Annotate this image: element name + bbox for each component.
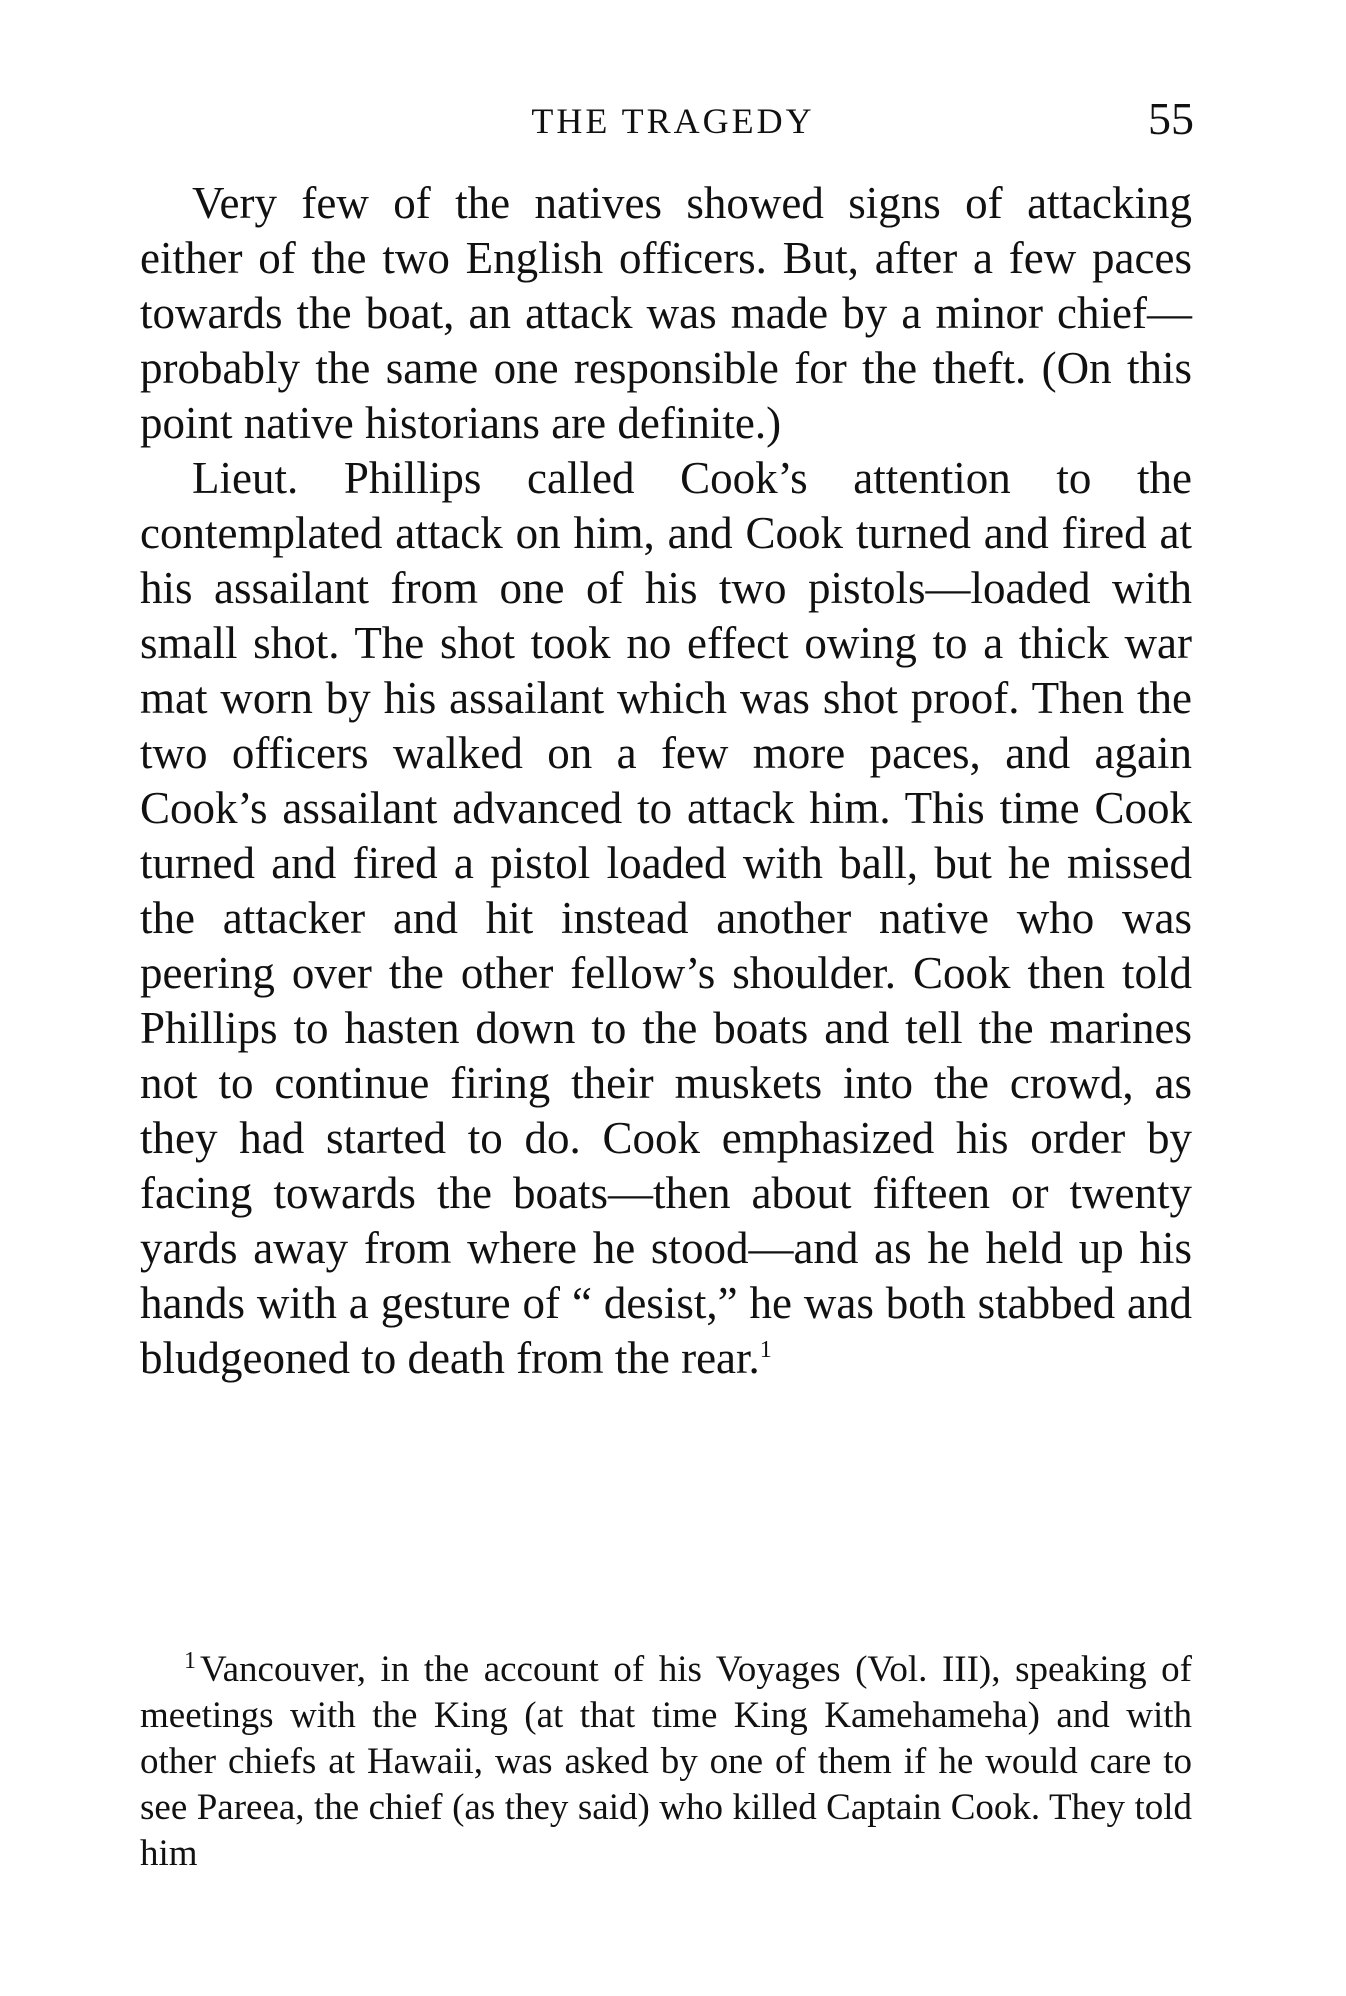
footnote	[140, 1647, 1192, 1877]
paragraph-1-text: Very few of the natives showed signs of attacking either of the two English officers. But, after a few paces towards the boat, an attack was made by a minor chief—probably the same one responsible for the theft. (On this point native historians are definite.)	[140, 178, 1192, 448]
footnote-text: Vancouver, in the account of his Voyages (Vol. III), speaking of meetings with the King (at that time King Kamehameha) and with other chiefs at Hawaii, was asked by one of them if he would care to see Pareea, the chief (as they said) who killed Captain Cook. They told him	[140, 1649, 1192, 1874]
paragraph-2	[140, 451, 1192, 1386]
paragraph-1	[140, 176, 1192, 451]
running-head: THE TRAGEDY	[531, 101, 815, 141]
page-header	[140, 92, 1206, 152]
main-text	[140, 176, 1192, 1386]
page-number: 55	[1148, 93, 1194, 144]
footnote-marker: 1	[184, 1647, 196, 1674]
footnote-reference: 1	[759, 1337, 772, 1363]
paragraph-2-text: Lieut. Phillips called Cook’s attention to the contemplated attack on him, and Cook turned and fired at his assailant from one of his two pistols—loaded with small shot. The shot took no effect owing to a thick war mat worn by his assailant which was shot proof. Then the two officers walked on a few more paces, and again Cook’s assailant advanced to attack him. This time Cook turned and fired a pistol loaded with ball, but he missed the attacker and hit instead another native who was peering over the other fellow’s shoulder. Cook then told Phillips to hasten down to the boats and tell the marines not to continue firing their muskets into the crowd, as they had started to do. Cook emphasized his order by facing towards the boats—then about fifteen or twenty yards away from where he stood—and as he held up his hands with a gesture of “ desist,” he was both stabbed and bludgeoned to death from the rear.	[140, 453, 1192, 1383]
